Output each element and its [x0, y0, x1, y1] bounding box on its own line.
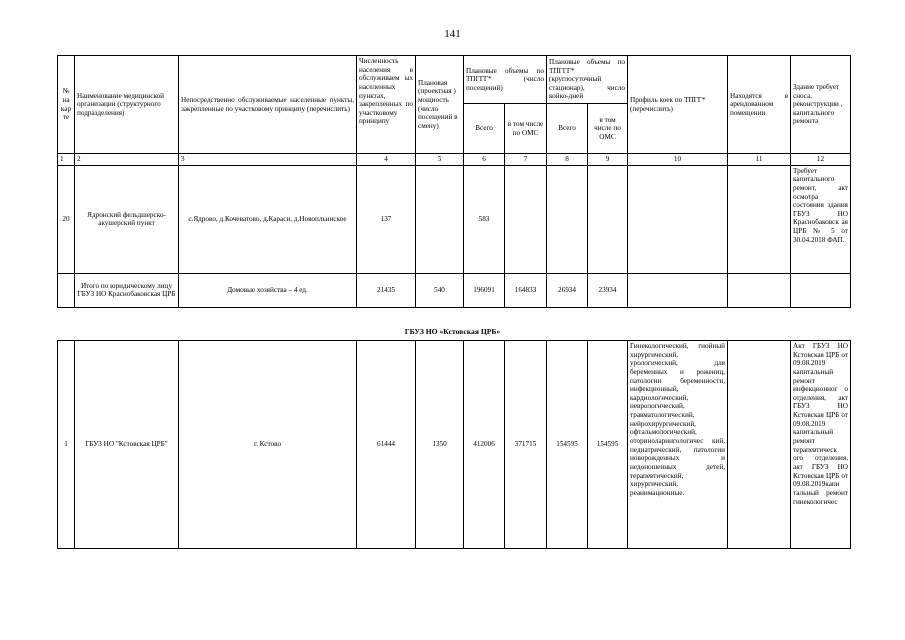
table-row	[58, 165, 851, 273]
col-number: 8	[547, 154, 588, 166]
row-visits-oms	[505, 165, 547, 273]
total-org: Итого по юридическому лицу ГБУЗ НО Краснобаковская ЦРБ	[75, 273, 179, 307]
row-num: 20	[58, 165, 75, 273]
col-number: 1	[58, 154, 75, 166]
row-visits-total: 583	[464, 165, 505, 273]
col-number: 7	[505, 154, 547, 166]
table-row	[58, 341, 851, 549]
header-served: Непосредственно обслуживаемые населенные пункты, закрепленные по участковому принципу (перечислить)	[179, 56, 357, 154]
header-beds-total: Всего	[547, 104, 588, 154]
row-profile: Гинекологический, гнойный хирургический, урологический, для беременных и рожениц, патологии беременности, инфекционный, кардиологический, неврологический, травматологический, нейрохирургический, офтальмологический, оториноларингологичес кий, педиатрический, патологии новорожденных и недоношенных детей, терапевтический, хирургический, реанимационные.	[628, 341, 728, 549]
facilities-table-kstovo	[57, 340, 851, 549]
header-beds: Плановые объемы по ТПГГГ* (круглосуточный стационар), число койко-дней	[547, 56, 628, 104]
header-visits-total: Всего	[464, 104, 505, 154]
row-capacity: 1350	[416, 341, 464, 549]
col-number: 3	[179, 154, 357, 166]
col-number: 6	[464, 154, 505, 166]
header-num: № на кар те	[58, 56, 75, 154]
col-number: 9	[588, 154, 628, 166]
col-number: 5	[416, 154, 464, 166]
facilities-table	[57, 55, 851, 308]
total-capacity: 540	[416, 273, 464, 307]
section-title: ГБУЗ НО «Кстовская ЦРБ»	[404, 327, 501, 336]
row-beds-total: 154595	[547, 341, 588, 549]
row-num: 1	[58, 341, 75, 549]
col-number: 2	[75, 154, 179, 166]
row-org: Ядронский фельдшерско-акушерский пункт	[75, 165, 179, 273]
row-building: Требует капитального ремонт, акт осмотра состояния здания ГБУЗ НО Краснобаковск ая ЦРБ № 5 от 30.04.2018 ФАП.	[791, 165, 851, 273]
header-visits: Плановые объемы по ТПГГГ* (число посещений)	[464, 56, 547, 104]
total-served: Домовые хозяйства – 4 ед.	[179, 273, 357, 307]
row-profile	[628, 165, 728, 273]
header-beds-oms: в том числе по ОМС	[588, 104, 628, 154]
header-visits-oms: в том числе по ОМС	[505, 104, 547, 154]
header-building: Здание требует сноса, реконструкции , капитального ремонта	[791, 56, 851, 154]
row-beds-oms	[588, 165, 628, 273]
row-visits-total: 412006	[464, 341, 505, 549]
row-building: Акт ГБУЗ НО Кстовская ЦРБ от 09.08.2019 капитальный ремонт инфекционног о отделения, акт ГБУЗ НО Кстовская ЦРБ от 09.08.2019 капитальный ремонт терапевтическ ого отделения, акт ГБУЗ НО Кстовская ЦРБ от 09.08.2019капи тальный ремонт гинекологичес	[791, 341, 851, 549]
col-number: 11	[728, 154, 791, 166]
header-org: Наименование медицинской организации (структурного подразделения)	[75, 56, 179, 154]
row-visits-oms: 371715	[505, 341, 547, 549]
total-population: 21435	[357, 273, 416, 307]
total-visits-total: 196091	[464, 273, 505, 307]
header-population: Численность населения в обслуживаем ых населенных пунктах, закрепленных по участковому принципу	[357, 56, 416, 154]
page-number: 141	[444, 28, 461, 40]
row-beds-total	[547, 165, 588, 273]
row-org: ГБУЗ НО "Кстовская ЦРБ"	[75, 341, 179, 549]
total-visits-oms: 164833	[505, 273, 547, 307]
col-number: 4	[357, 154, 416, 166]
col-number: 12	[791, 154, 851, 166]
row-served: г. Кстово	[179, 341, 357, 549]
total-beds-total: 26934	[547, 273, 588, 307]
table-row-total	[58, 273, 851, 307]
header-capacity: Плановая (проектная ) мощность (число посещений в смену)	[416, 56, 464, 154]
row-served: с.Ядрово, д.Кочеватово, д.Караси, д.Новопльинское	[179, 165, 357, 273]
total-beds-oms: 23934	[588, 273, 628, 307]
row-beds-oms: 154595	[588, 341, 628, 549]
header-rented: Находятся в арендованном помещении	[728, 56, 791, 154]
col-number: 10	[628, 154, 728, 166]
row-population: 61444	[357, 341, 416, 549]
header-profile: Профиль коек по ТПГГ* (перечислить)	[628, 56, 728, 154]
row-rented	[728, 341, 791, 549]
row-capacity	[416, 165, 464, 273]
row-rented	[728, 165, 791, 273]
row-population: 137	[357, 165, 416, 273]
